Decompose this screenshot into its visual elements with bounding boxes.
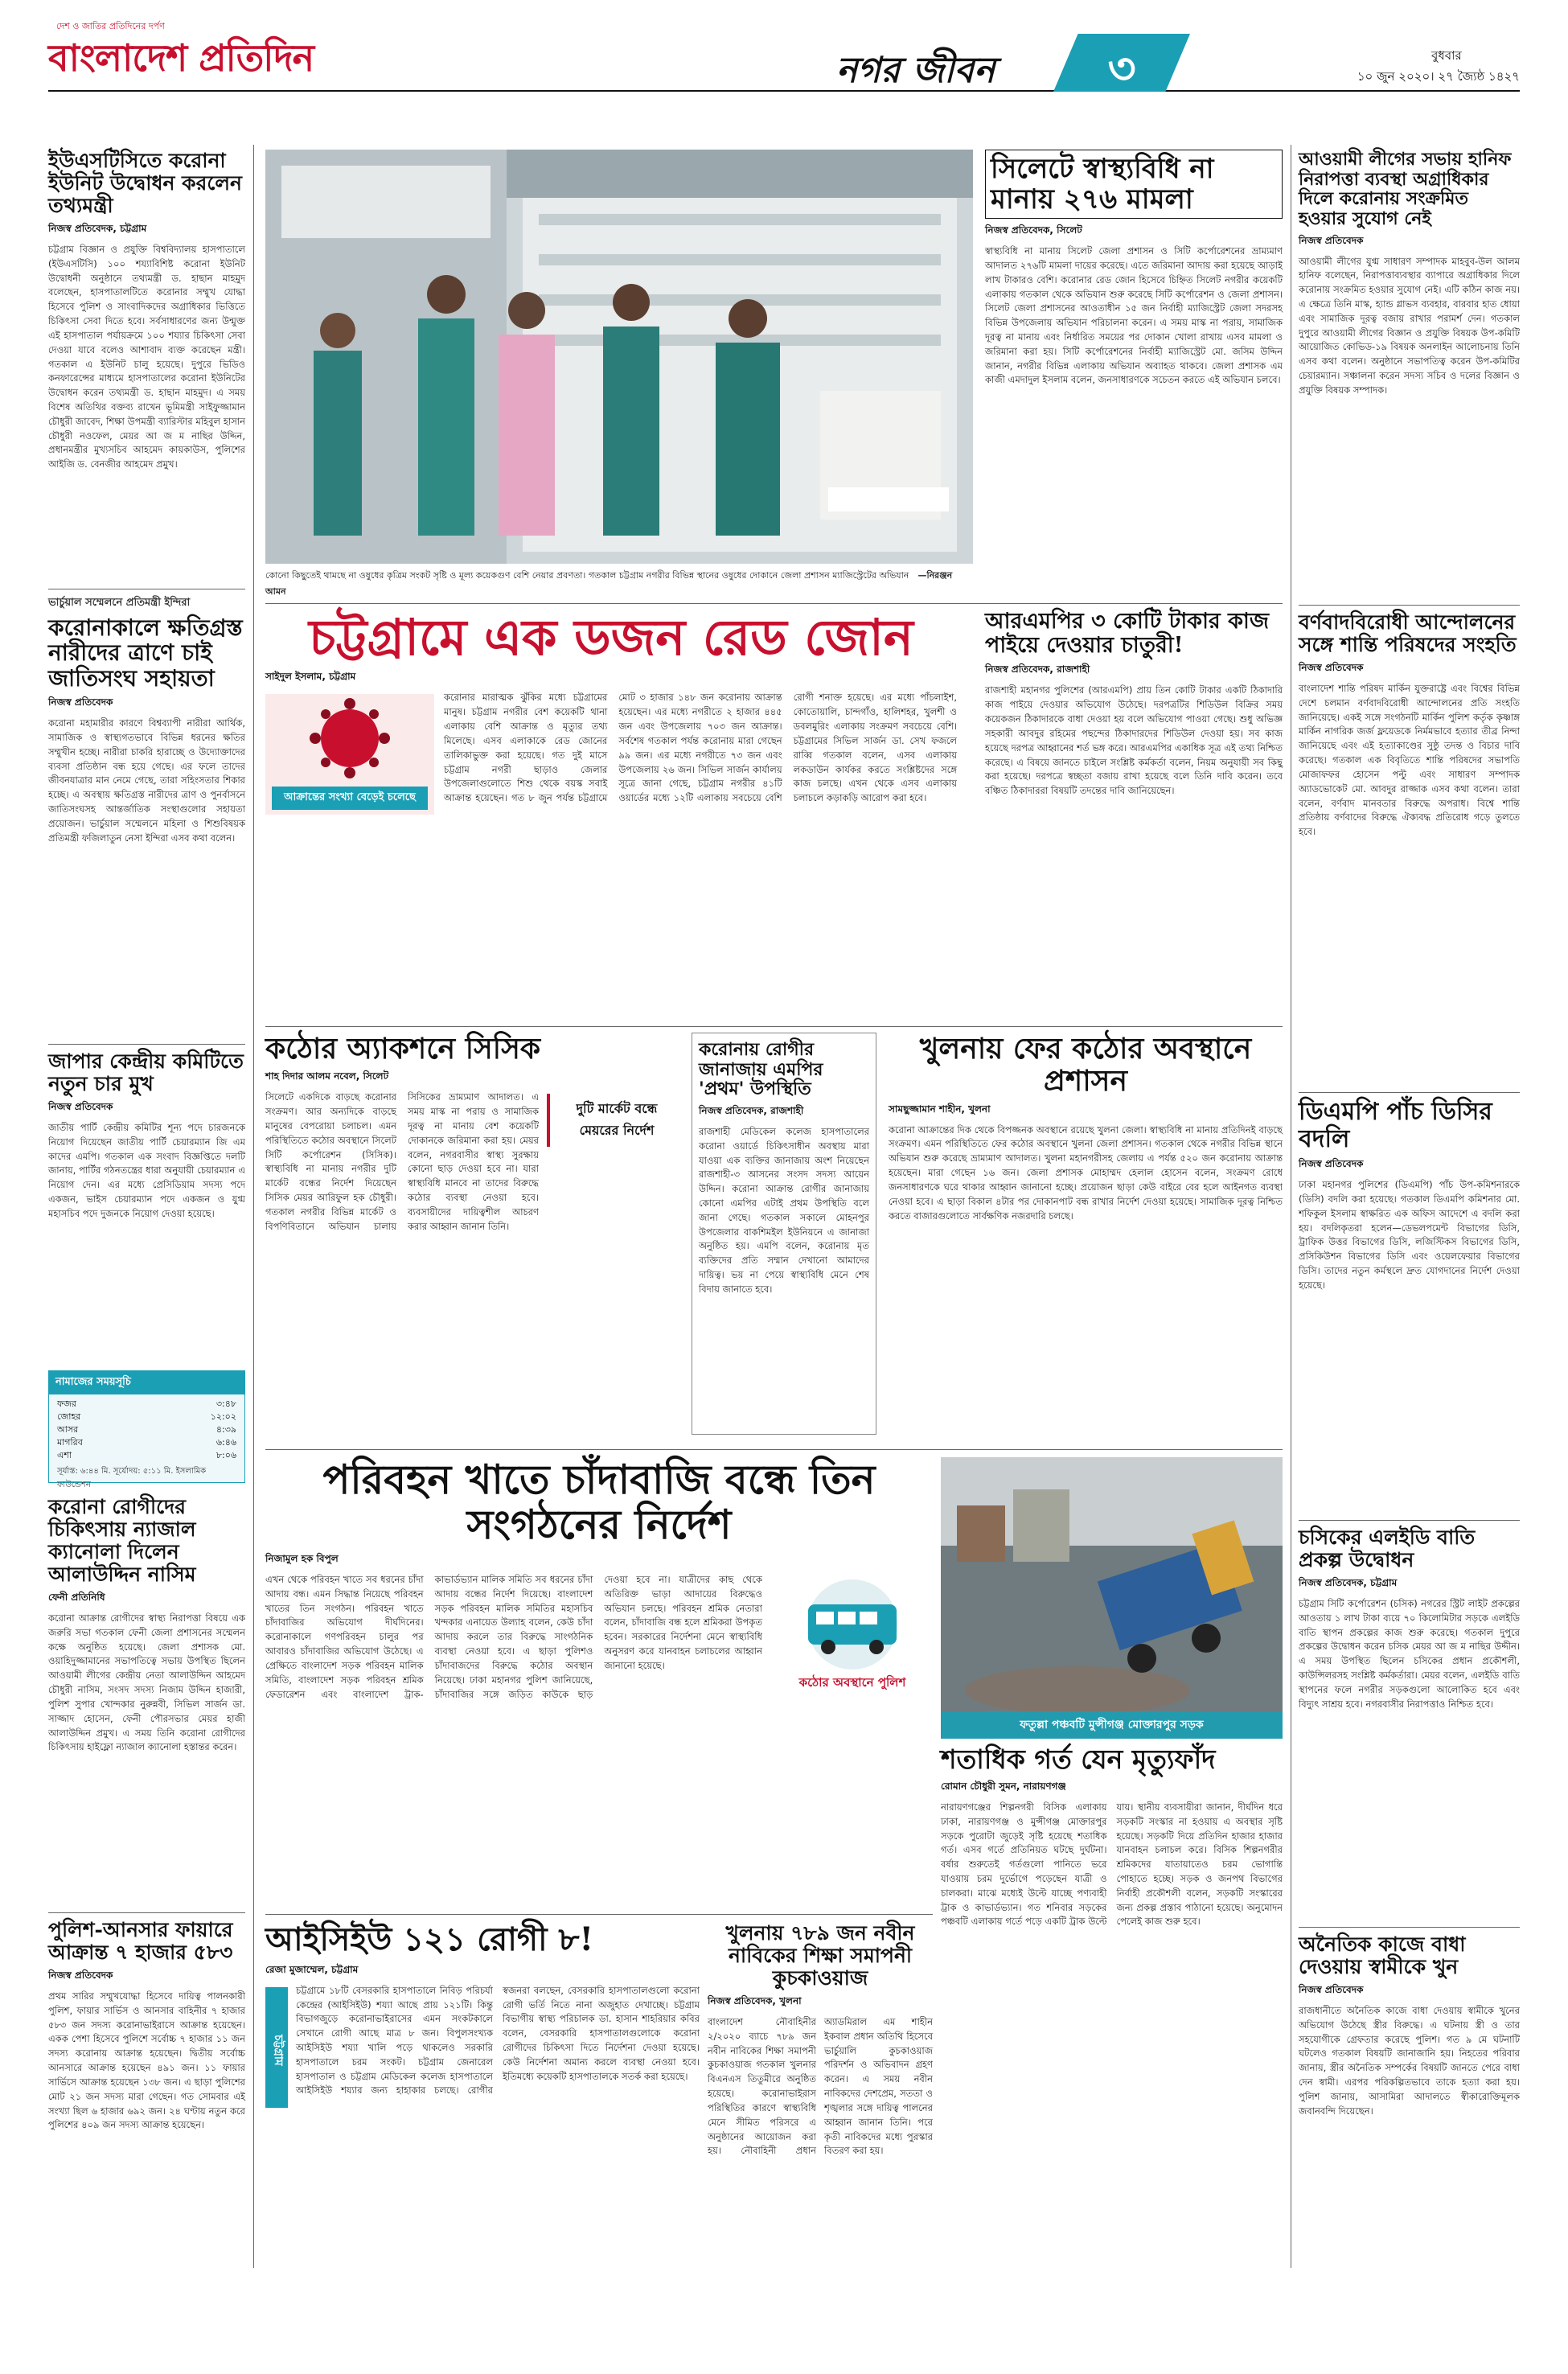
article-kicker: ভার্চুয়াল সম্মেলনে প্রতিমন্ত্রী ইন্দিরা <box>48 597 191 609</box>
article-gorto <box>941 1745 1283 2276</box>
masthead-day: বুধবার <box>1431 48 1462 63</box>
article-byline: ফেনী প্রতিনিধি <box>48 1592 105 1603</box>
article-body: স্বাস্থ্যবিধি না মানায় সিলেট জেলা প্রশাসন ও সিটি কর্পোরেশনের ভ্রাম্যমাণ আদালত ২৭৬টি মামলা দায়ের করেছে। এতে জরিমানা আদায় করা হয়েছে আড়াই লাখ টাকারও বেশি। করোনার রেড জোন হিসেবে চিহ্নিত সিলেট নগরীর কয়েকটি এলাকায় গতকাল থেকে অভিযান শুরু করেছে সিটি কর্পোরেশন ও জেলা প্রশাসন। সিলেট জেলা প্রশাসনের আওতাধীন ১৫ জন নির্বাহী ম্যাজিস্ট্রেট জেলা সদরসহ বিভিন্ন উপজেলায় অভিযান পরিচালনা করেন। এ সময় মাস্ক না পরায়, সামাজিক দূরত্ব না মানায় এবং নির্ধারিত সময়ের পর দোকান খোলা রাখায় এসব মামলা ও জরিমানা করা হয়। সিটি কর্পোরেশনের নির্বাহী ম্যাজিস্ট্রেট মো. জসিম উদ্দিন জানান, নগরীর বিভিন্ন এলাকায় অভিযান অব্যাহত থাকবে। জেলা প্রশাসক এম কাজী এমদাদুল ইসলাম বলেন, জনসাধারণকে সচেতন করতে এই অভিযান চলবে। <box>985 245 1283 386</box>
article-byline: নিজস্ব প্রতিবেদক, রাজশাহী <box>985 663 1090 676</box>
photo-caption <box>265 566 973 598</box>
article-body: রাজশাহী মহানগর পুলিশের (আরএমপি) প্রায় তিন কোটি টাকার একটি ঠিকাদারি কাজ পাইয়ে দেওয়ার অভিযোগ উঠেছে। দরপত্রটির শিডিউল বিক্রির সময় কয়েকজন ঠিকাদারকে বাধা দেওয়া হয় বলে অভিযোগ পাওয়া গেছে। শুধু অভিজ্ঞ সহকারী আবদুর রহিমের পছন্দের ঠিকাদারদের শিডিউল দেওয়া হয়। সব কাজ হয়েছে দরপত্র আহ্বানের শর্ত ভঙ্গ করে। আরএমপির একাধিক সূত্র এই তথ্য নিশ্চিত করেছে। এ বিষয়ে জানতে চাইলে সংশ্লিষ্ট কর্মকর্তা বলেন, নিয়ম অনুযায়ী সব কিছু করা হয়েছে। দরপত্রে স্বচ্ছতা বজায় রাখা হয়েছে বলে তিনি দাবি করেন। তবে বঞ্চিত ঠিকাদাররা বিষয়টি তদন্তের দাবি জানিয়েছেন। <box>985 684 1283 797</box>
prayer-times-box <box>48 1370 245 1489</box>
article-headline: আইসিইউ ১২১ রোগী ৮! <box>265 1920 593 1958</box>
city-tag: চট্টগ্রাম <box>265 1987 288 2108</box>
article-body: করোনা আক্রান্ত রোগীদের স্বাস্থ্য নিরাপত্তা বিষয়ে এক জরুরি সভা গতকাল ফেনী জেলা প্রশাসনের সম্মেলন কক্ষে অনুষ্ঠিত হয়েছে। জেলা প্রশাসক মো. ওয়াহিদুজ্জামানের সভাপতিত্বে সভায় উপস্থিত ছিলেন আওয়ামী লীগের কেন্দ্রীয় নেতা আলাউদ্দিন আহমেদ চৌধুরী নাসিম, সংসদ সদস্য নিজাম উদ্দিন হাজারী, পুলিশ সুপার খোন্দকার নুরুন্নবী, সিভিল সার্জন ডা. সাজ্জাদ হোসেন, ফেনী পৌরসভার মেয়র হাজী আলাউদ্দিন প্রমুখ। এ সময় তিনি করোনা রোগীদের চিকিৎসায় হাইফ্লো ন্যাজাল ক্যানোলা হস্তান্তর করেন। <box>48 1612 245 1753</box>
article-headline: পরিবহন খাতে চাঁদাবাজি বন্ধে তিন সংগঠনের নির্দেশ <box>322 1456 876 1548</box>
article-rab <box>985 610 1283 1020</box>
article-nasim <box>48 1496 245 1914</box>
column-rule-left <box>253 145 254 2268</box>
prayer-time-row <box>57 1423 236 1436</box>
prayer-time: ৪:৩৯ <box>215 1423 236 1435</box>
article-byline: নিজস্ব প্রতিবেদক <box>48 1969 113 1981</box>
article-headline: খুলনায় ৭৮৯ জন নবীন নাবিকের শিক্ষা সমাপনী কুচকাওয়াজ <box>725 1921 915 1990</box>
prayer-time: ৬:৪৬ <box>215 1436 236 1448</box>
prayer-name: এশা <box>57 1449 72 1460</box>
article-dmp <box>1299 1099 1520 1517</box>
divider <box>1299 605 1520 606</box>
virus-inset-label: আক্রান্তের সংখ্যা বেড়েই চলেছে <box>272 787 428 810</box>
article-byline: নিজস্ব প্রতিবেদক, খুলনা <box>708 1995 802 2006</box>
article-headline: জাপার কেন্দ্রীয় কমিটিতে নতুন চার মুখ <box>48 1049 244 1095</box>
article-byline: নিজস্ব প্রতিবেদক <box>48 696 113 709</box>
pharmacy-raid-photo <box>265 150 973 564</box>
article-headline: বর্ণবাদবিরোধী আন্দোলনের সঙ্গে শান্তি পরিষদের সংহতি <box>1299 610 1517 656</box>
newspaper-logo: বাংলাদেশ প্রতিদিন <box>48 36 314 80</box>
article-body: বাংলাদেশ শান্তি পরিষদ মার্কিন যুক্তরাষ্ট্রে এবং বিশ্বের বিভিন্ন দেশে চলমান বর্ণবাদবিরোধী আন্দোলনের প্রতি সংহতি জানিয়েছে। একই সঙ্গে সংগঠনটি মার্কিন পুলিশ কর্তৃক কৃষ্ণাঙ্গ মার্কিন নাগরিক জর্জ ফ্লয়েডকে নির্মমভাবে হত্যার তীব্র নিন্দা জানিয়েছে এবং এই হত্যাকাণ্ডের সুষ্ঠু তদন্ত ও বিচার দাবি করেছে। গতকাল এক বিবৃতিতে শান্তি পরিষদের সভাপতি মোজাফফর হোসেন পল্টু এবং সাধারণ সম্পাদক অ্যাডভোকেট মো. আবদুর রাজ্জাক এসব কথা বলেন। তারা বলেন, বর্ণবাদ মানবতার বিরুদ্ধে অপরাধ। বিশ্বে শান্তি প্রতিষ্ঠায় বর্ণবাদের বিরুদ্ধে ঐক্যবদ্ধ প্রতিরোধ গড়ে তুলতে হবে। <box>1299 683 1520 838</box>
article-body: করোনার মারাত্মক ঝুঁকির মধ্যে চট্টগ্রামের মানুষ। চট্টগ্রাম নগরীর বেশ কয়েকটি থানা এলাকায় বেশি আক্রান্ত ও মৃত্যুর তথ্য মিলেছে। এসব এলাকাকে রেড জোনের তালিকাভুক্ত করা হয়েছে। গত দুই মাসে চট্টগ্রাম নগরী ছাড়াও জেলার উপজেলাগুলোতে শিশু থেকে বয়স্ক সবাই আক্রান্ত হয়েছেন। গত ৮ জুন পর্যন্ত চট্টগ্রামে মোট ৩ হাজার ১৪৮ জন করোনায় আক্রান্ত হয়েছেন। এর মধ্যে নগরীতে ২ হাজার ৪৪৫ জন এবং উপজেলায় ৭০৩ জন আক্রান্ত। সর্বশেষ গতকাল পর্যন্ত করোনায় মারা গেছেন ৯৯ জন। এর মধ্যে নগরীতে ৭৩ জন এবং উপজেলায় ২৬ জন। সিভিল সার্জন কার্যালয় সূত্রে জানা গেছে, চট্টগ্রাম নগরীর ৪১টি ওয়ার্ডের মধ্যে ১২টি এলাকায় সবচেয়ে বেশি রোগী শনাক্ত হয়েছে। এর মধ্যে পাঁচলাইশ, কোতোয়ালি, চান্দগাঁও, হালিশহর, খুলশী ও ডবলমুরিং এলাকায় সংক্রমণ সবচেয়ে বেশি। চট্টগ্রামের সিভিল সার্জন ডা. সেখ ফজলে রাব্বি গতকাল বলেন, এসব এলাকায় লকডাউন কার্যকর করতে সংশ্লিষ্টদের সঙ্গে কাজ চলছে। এখন থেকে এসব এলাকায় চলাচলে কড়াকড়ি আরোপ করা হবে। <box>444 692 957 804</box>
article-body: করোনা আক্রান্তের দিক থেকে বিপজ্জনক অবস্থানে রয়েছে খুলনা জেলা। স্বাস্থ্যবিধি না মানায় প্রতিদিনই বাড়ছে সংক্রমণ। এমন পরিস্থিতিতে ফের কঠোর অবস্থানে খুলনা জেলা প্রশাসন। গতকাল থেকে নগরীর বিভিন্ন স্থানে অভিযান শুরু করেছে ভ্রাম্যমাণ আদালত। খুলনা মহানগরীসহ জেলায় এ পর্যন্ত ৫২০ জন করোনায় আক্রান্ত হয়েছেন। মারা গেছেন ১৬ জন। জেলা প্রশাসক মোহাম্মদ হেলাল হোসেন বলেন, সংক্রমণ রোধে জনসাধারণকে ঘরে থাকার আহ্বান জানানো হচ্ছে। প্রয়োজন ছাড়া কেউ বাইরে বের হলে আইনগত ব্যবস্থা নেওয়া হবে। এ ছাড়া বিকাল ৪টার পর দোকানপাট বন্ধ রাখার নির্দেশ দেওয়া হয়েছে। সামাজিক দূরত্ব নিশ্চিত করতে বাজারগুলোতে সার্বক্ষণিক নজরদারি চলছে। <box>889 1123 1283 1222</box>
article-police <box>48 1919 245 2273</box>
prayer-time-row <box>57 1411 236 1423</box>
article-body: জাতীয় পার্টি কেন্দ্রীয় কমিটির শূন্য পদে চারজনকে নিয়োগ দিয়েছেন জাতীয় পার্টি চেয়ারম্যান জি এম কাদের এমপি। গতকাল এক সংবাদ বিজ্ঞপ্তিতে দলটি জানায়, পার্টির গঠনতন্ত্রের ধারা অনুযায়ী চেয়ারম্যান এ নিয়োগ দেন। এর মধ্যে প্রেসিডিয়াম সদস্য পদে একজন, ভাইস চেয়ারম্যান পদে একজন ও যুগ্ম মহাসচিব পদে দুজনকে নিয়োগ দেওয়া হয়েছে। <box>48 1122 245 1219</box>
prayer-time-row <box>57 1398 236 1411</box>
article-body: প্রথম সারির সম্মুখযোদ্ধা হিসেবে দায়িত্ব পালনকারী পুলিশ, ফায়ার সার্ভিস ও আনসার বাহিনীর ৭ হাজার ৫৮৩ জন সদস্য করোনাভাইরাসে আক্রান্ত হয়েছেন। একক পেশা হিসেবে পুলিশে সর্বোচ্চ ৭ হাজার ১১ জন সদস্য করোনায় আক্রান্ত হয়েছেন। দ্বিতীয় সর্বোচ্চ আনসারে আক্রান্ত হয়েছেন ৪৯১ জন। ১১ ফায়ার সার্ভিসে আক্রান্ত হয়েছেন ১৩৮ জন। এ ছাড়া পুলিশের মোট ২১ জন সদস্য মারা গেছেন। গত সোমবার এই সংখ্যা ছিল ৬ হাজার ৬৯২ জন। ২৪ ঘণ্টায় নতুন করে পুলিশের ৪০৯ জন সদস্য আক্রান্ত হয়েছেন। <box>48 1990 245 2131</box>
article-headline: আরএমপির ৩ কোটি টাকার কাজ পাইয়ে দেওয়ার চাতুরী! <box>985 609 1270 659</box>
article-byline: নিজস্ব প্রতিবেদক <box>1299 1984 1364 1995</box>
article-byline: সামছুজ্জামান শাহীন, খুলনা <box>889 1103 991 1115</box>
article-awami <box>1299 150 1520 600</box>
masthead-rule <box>48 90 1520 92</box>
article-headline: শতাধিক গর্ত যেন মৃত্যুফাঁদ <box>941 1744 1216 1775</box>
article-headline: অনৈতিক কাজে বাধা দেওয়ায় স্বামীকে খুন <box>1299 1932 1466 1978</box>
prayer-time: ৩:৪৮ <box>215 1399 236 1409</box>
article-byline: নিজস্ব প্রতিবেদক <box>1299 1158 1364 1170</box>
prayer-time-row <box>57 1436 236 1449</box>
truck-photo-caption: ফতুল্লা পঞ্চবটি মুন্সীগঞ্জ মোক্তারপুর সড়ক <box>941 1711 1283 1739</box>
truck-accident-illustration <box>941 1457 1283 1739</box>
divider <box>265 1914 933 1915</box>
article-byline: নিজস্ব প্রতিবেদক, সিলেট <box>985 224 1082 236</box>
pharmacy-raid-illustration <box>265 150 973 564</box>
article-byline: রোমান চৌধুরী সুমন, নারায়ণগঞ্জ <box>941 1780 1066 1792</box>
bus-icon <box>772 1576 933 1673</box>
article-janaza <box>692 1033 876 1435</box>
article-byline: সাইদুল ইসলাম, চট্টগ্রাম <box>265 671 356 683</box>
article-headline: চসিকের এলইডি বাতি প্রকল্প উদ্বোধন <box>1299 1526 1476 1571</box>
article-headline: পুলিশ-আনসার ফায়ারে আক্রান্ত ৭ হাজার ৫৮৩ <box>48 1918 233 1964</box>
article-body: রাজশাহী মেডিকেল কলেজ হাসপাতালের করোনা ওয়ার্ডে চিকিৎসাধীন অবস্থায় মারা যাওয়া এক ব্যক্তির জানাজায় অংশ নিয়েছেন রাজশাহী-৩ আসনের সংসদ সদস্য আয়েন উদ্দিন। করোনা আক্রান্ত রোগীর জানাজায় কোনো এমপির এটাই প্রথম উপস্থিতি বলে জানা গেছে। গতকাল সকালে মোহনপুর উপজেলার বাকশিমইল ইউনিয়নে এ জানাজা অনুষ্ঠিত হয়। এমপি বলেন, করোনায় মৃত ব্যক্তিদের প্রতি সম্মান দেখানো আমাদের দায়িত্ব। ভয় না পেয়ে স্বাস্থ্যবিধি মেনে শেষ বিদায় জানাতে হবে। <box>699 1125 869 1295</box>
prayer-name: আসর <box>57 1423 79 1435</box>
divider <box>265 1026 1283 1027</box>
article-body: এখন থেকে পরিবহন খাতে সব ধরনের চাঁদা আদায় বন্ধ। এমন সিদ্ধান্ত নিয়েছে পরিবহন খাতের তিন সংগঠন। পরিবহন খাতে চাঁদাবাজির অভিযোগ দীর্ঘদিনের। করোনাকালে গণপরিবহন চালুর পর আবারও চাঁদাবাজির অভিযোগ উঠেছে। এ প্রেক্ষিতে বাংলাদেশ সড়ক পরিবহন মালিক সমিতি, বাংলাদেশ সড়ক পরিবহন শ্রমিক ফেডারেশন এবং বাংলাদেশ ট্রাক-কাভার্ডভ্যান মালিক সমিতি সব ধরনের চাঁদা আদায় বন্ধের নির্দেশ দিয়েছে। বাংলাদেশ সড়ক পরিবহন মালিক সমিতির মহাসচিব খন্দকার এনায়েত উল্যাহ বলেন, কেউ চাঁদা আদায় করলে তার বিরুদ্ধে সাংগঠনিক ব্যবস্থা নেওয়া হবে। এ ছাড়া পুলিশও চাঁদাবাজদের বিরুদ্ধে কঠোর অবস্থান নিয়েছে। ঢাকা মহানগর পুলিশ জানিয়েছে, চাঁদাবাজির সঙ্গে জড়িত কাউকে ছাড় দেওয়া হবে না। যাত্রীদের কাছ থেকে অতিরিক্ত ভাড়া আদায়ের বিরুদ্ধেও অভিযান চলছে। পরিবহন শ্রমিক নেতারা বলেন, চাঁদাবাজি বন্ধ হলে শ্রমিকরা উপকৃত হবেন। সরকারের নির্দেশনা মেনে স্বাস্থ্যবিধি অনুসরণ করে যানবাহন চলাচলের আহ্বান জানানো হয়েছে। <box>265 1574 762 1700</box>
virus-inset <box>265 694 434 815</box>
divider <box>48 1044 245 1045</box>
article-icu <box>265 1922 700 2276</box>
article-redzone <box>265 610 957 1020</box>
article-byline: শাহ দিদার আলম নবেল, সিলেট <box>265 1070 389 1082</box>
article-body: আওয়ামী লীগের যুগ্ম সাধারণ সম্পাদক মাহবুব-উল আলম হানিফ বলেছেন, নিরাপত্তাব্যবস্থার ব্যাপারে অগ্রাধিকার দিলে করোনায় সংক্রমিত হওয়ার সুযোগ নেই। এটি কঠিন কাজ নয়। এ ক্ষেত্রে তিনি মাস্ক, হ্যান্ড গ্লাভস ব্যবহার, বারবার হাত ধোয়া এবং সামাজিক দূরত্ব বজায় রাখার পরামর্শ দেন। গতকাল দুপুরে আওয়ামী লীগের বিজ্ঞান ও প্রযুক্তি বিষয়ক উপ-কমিটি আয়োজিত কোভিড-১৯ বিষয়ক অনলাইন আলোচনায় তিনি এসব কথা বলেন। অনুষ্ঠানে সভাপতিত্ব করেন উপ-কমিটির চেয়ারম্যান। সঞ্চালনা করেন সদস্য সচিব ও দলের বিজ্ঞান ও প্রযুক্তি বিষয়ক সম্পাদক। <box>1299 255 1520 396</box>
article-byline: নিজামুল হক বিপুল <box>265 1553 339 1564</box>
sisik-inset: দুটি মার্কেট বন্ধে মেয়রের নির্দেশ <box>547 1094 683 1147</box>
article-headline: ইউএসটিসিতে করোনা ইউনিট উদ্বোধন করলেন তথ্যমন্ত্রী <box>48 149 242 217</box>
prayer-name: ফজর <box>57 1399 76 1409</box>
article-byline: রেজা মুজাম্মেল, চট্টগ্রাম <box>265 1963 359 1975</box>
article-body: চট্টগ্রাম বিজ্ঞান ও প্রযুক্তি বিশ্ববিদ্যালয় হাসপাতালে (ইউএসটিসি) ১০০ শয্যাবিশিষ্ট করোনা ইউনিট উদ্বোধনী অনুষ্ঠানে তথ্যমন্ত্রী ড. হাছান মাহমুদ বলেছেন, হাসপাতালটিতে করোনার সম্মুখ যোদ্ধা হিসেবে পুলিশ ও সাংবাদিকদের অগ্রাধিকার ভিত্তিতে চিকিৎসা সেবা দিতে হবে। সর্বসাধারণের জন্য উন্মুক্ত এই হাসপাতাল পর্যায়ক্রমে ১০০ শয্যার চিকিৎসা সেবা দেওয়া যাবে বলেও আশাবাদ ব্যক্ত করেছেন মন্ত্রী। গতকাল এ ইউনিট চালু হয়েছে। দুপুরে ভিডিও কনফারেন্সের মাধ্যমে হাসপাতালের করোনা ইউনিটের উদ্বোধন করেন তথ্যমন্ত্রী ড. হাছান মাহমুদ। এ সময় বিশেষ অতিথির বক্তব্য রাখেন ভূমিমন্ত্রী সাইফুজ্জামান চৌধুরী জাবেদ, শিক্ষা উপমন্ত্রী ব্যারিস্টার মহিবুল হাসান চৌধুরী নওফেল, মেয়র আ জ ম নাছির উদ্দিন, প্রধানমন্ত্রীর মুখ্যসচিব আহমেদ কায়কাউস, পুলিশের আইজি ড. বেনজীর আহমেদ প্রমুখ। <box>48 244 245 470</box>
prayer-times-list <box>49 1394 244 1465</box>
article-byline: নিজস্ব প্রতিবেদক, চট্টগ্রাম <box>48 223 147 234</box>
article-headline: চট্টগ্রামে এক ডজন রেড জোন <box>309 608 913 667</box>
divider <box>265 1449 1283 1450</box>
article-byline: নিজস্ব প্রতিবেদক <box>48 1101 113 1112</box>
prayer-time: ১২:০২ <box>210 1411 236 1422</box>
prayer-name: জোহর <box>57 1411 81 1422</box>
article-byline: নিজস্ব প্রতিবেদক, চট্টগ্রাম <box>1299 1577 1398 1588</box>
article-body: করোনা মহামারীর কারণে বিশ্বব্যাপী নারীরা আর্থিক, সামাজিক ও স্বাস্থ্যগতভাবে বিভিন্ন ধরনের ক্ষতির সম্মুখীন হচ্ছে। নারীরা চাকরি হারাচ্ছে ও উদ্যোক্তাদের ব্যবসা প্রতিষ্ঠান বন্ধ হয়ে গেছে। এর ফলে তাদের জীবনযাত্রার মান নেমে গেছে, তারা সহিংসতার শিকার হচ্ছে। এ অবস্থায় ক্ষতিগ্রস্ত নারীদের ত্রাণ ও পুনর্বাসনে জাতিসংঘসহ আন্তর্জাতিক সংস্থাগুলোর সহায়তা প্রয়োজন। ভার্চুয়াল সম্মেলনে মহিলা ও শিশুবিষয়ক প্রতিমন্ত্রী ফজিলাতুন নেসা ইন্দিরা এসব কথা বলেন। <box>48 717 245 844</box>
article-kukoa <box>708 1922 933 2276</box>
page-number: ৩ <box>1107 43 1136 94</box>
prayer-name: মাগরিব <box>57 1436 83 1448</box>
photo-credit: —নিরঞ্জন আমন <box>265 570 953 597</box>
divider <box>1299 1927 1520 1928</box>
divider <box>265 603 1283 604</box>
article-byline: নিজস্ব প্রতিবেদক <box>1299 234 1364 246</box>
chanda-inset <box>772 1576 933 1697</box>
article-body: রাজধানীতে অনৈতিক কাজে বাধা দেওয়ায় স্বামীকে খুনের অভিযোগ উঠেছে স্ত্রীর বিরুদ্ধে। এ ঘটনায় স্ত্রী ও তার সহযোগীকে গ্রেফতার করেছে পুলিশ। গত ৯ মে ঘটনাটি ঘটলেও গতকাল বিষয়টি জানাজানি হয়। নিহতের পরিবার জানায়, স্ত্রীর অনৈতিক সম্পর্কের বিষয়টি জানতে পেরে বাধা দেন স্বামী। এরপর পরিকল্পিতভাবে তাকে হত্যা করা হয়। পুলিশ জানায়, আসামিরা আদালতে স্বীকারোক্তিমূলক জবানবন্দি দিয়েছেন। <box>1299 2005 1520 2117</box>
article-headline: কঠোর অ্যাকশনে সিসিক <box>265 1032 541 1066</box>
masthead-tagline: দেশ ও জাতির প্রতিদিনের দর্পণ <box>56 21 165 31</box>
article-murder <box>1299 1933 1520 2271</box>
truck-accident-photo <box>941 1457 1283 1739</box>
article-body: চট্টগ্রামে ১৮টি বেসরকারি হাসপাতালে নিবিড় পরিচর্যা কেন্দ্রের (আইসিইউ) শয্যা আছে প্রায় ১২১টি। কিন্তু বিভাগজুড়ে করোনাভাইরাসের এমন সংকটকালে সেখানে রোগী আছে মাত্র ৮ জন। বিপুলসংখ্যক আইসিইউ শয্যা খালি পড়ে থাকলেও সরকারি হাসপাতালে চরম সংকট। চট্টগ্রাম জেনারেল হাসপাতাল ও চট্টগ্রাম মেডিকেল কলেজ হাসপাতালে আইসিইউ শয্যার জন্য হাহাকার চলছে। রোগীর স্বজনরা বলছেন, বেসরকারি হাসপাতালগুলো করোনা রোগী ভর্তি নিতে নানা অজুহাত দেখাচ্ছে। চট্টগ্রাম বিভাগীয় স্বাস্থ্য পরিচালক ডা. হাসান শাহরিয়ার কবির বলেন, বেসরকারি হাসপাতালগুলোকে করোনা রোগীদের চিকিৎসা দিতে নির্দেশনা দেওয়া হয়েছে। কেউ নির্দেশনা অমান্য করলে ব্যবস্থা নেওয়া হবে। ইতিমধ্যে কয়েকটি হাসপাতালকে সতর্ক করা হয়েছে। <box>296 1984 700 2097</box>
article-headline: করোনায় রোগীর জানাজায় এমপির 'প্রথম' উপস্থিতি <box>699 1039 823 1100</box>
article-body: সিলেটে একদিকে বাড়ছে করোনার সংক্রমণ। আর অন্যদিকে বাড়ছে মানুষের বেপরোয়া চলাচল। এমন পরিস্থিতিতে কঠোর অবস্থানে সিলেট সিটি কর্পোরেশন (সিসিক)। স্বাস্থ্যবিধি না মানায় নগরীর দুটি মার্কেট বন্ধের নির্দেশ দিয়েছেন সিসিক মেয়র আরিফুল হক চৌধুরী। গতকাল নগরীর বিভিন্ন মার্কেট ও বিপণিবিতানে অভিযান চালায় সিসিকের ভ্রাম্যমাণ আদালত। এ সময় মাস্ক না পরায় ও সামাজিক দূরত্ব না মানায় বেশ কয়েকটি দোকানকে জরিমানা করা হয়। মেয়র বলেন, নগরবাসীর স্বাস্থ্য সুরক্ষায় কোনো ছাড় দেওয়া হবে না। যারা স্বাস্থ্যবিধি মানবে না তাদের বিরুদ্ধে কঠোর ব্যবস্থা নেওয়া হবে। ব্যবসায়ীদের দায়িত্বশীল আচরণ করার আহ্বান জানান তিনি। <box>265 1091 539 1232</box>
article-unwomen <box>48 595 245 1045</box>
article-cck <box>1299 1526 1520 1928</box>
virus-icon <box>265 694 434 782</box>
article-sylhet <box>985 150 1283 600</box>
article-headline: সিলেটে স্বাস্থ্যবিধি না মানায় ২৭৬ মামলা <box>985 150 1283 219</box>
article-headline: আওয়ামী লীগের সভায় হানিফ নিরাপত্তা ব্যবস্থা অগ্রাধিকার দিলে করোনায় সংক্রমিত হওয়ার সুযোগ নেই <box>1299 149 1512 229</box>
divider <box>1299 1092 1520 1093</box>
photo-caption-text: কোনো কিছুতেই থামছে না ওষুধের কৃত্রিম সংকট সৃষ্টি ও মূল্য কয়েকগুণ বেশি নেয়ার প্রবণতা। গতকাল চট্টগ্রাম নগরীর বিভিন্ন স্থানের ওষুধের দোকানে জেলা প্রশাসন ম্যাজিস্ট্রেটের অভিযান <box>265 570 909 581</box>
article-uste <box>48 150 245 584</box>
article-headline: করোনাকালে ক্ষতিগ্রস্ত নারীদের ত্রাণে চাই জাতিসংঘ সহায়তা <box>48 614 243 692</box>
divider <box>48 1912 245 1913</box>
article-byline: নিজস্ব প্রতিবেদক <box>1299 662 1364 673</box>
masthead-date: ১০ জুন ২০২০। ২৭ জ্যৈষ্ঠ ১৪২৭ <box>1357 69 1520 84</box>
article-headline: করোনা রোগীদের চিকিৎসায় ন্যাজাল ক্যানোলা দিলেন আলাউদ্দিন নাসিম <box>48 1495 196 1586</box>
article-khulna <box>889 1033 1283 1443</box>
prayer-time: ৮:০৬ <box>215 1449 236 1460</box>
masthead <box>0 0 1568 145</box>
divider <box>1299 1520 1520 1521</box>
article-body: নারায়ণগঞ্জের শিল্পনগরী বিসিক এলাকায় ঢাকা, নারায়ণগঞ্জ ও মুন্সীগঞ্জ মোক্তারপুর সড়কে পুরোটা জুড়েই সৃষ্টি হয়েছে শতাধিক গর্ত। এসব গর্তে প্রতিনিয়ত ঘটছে দুর্ঘটনা। বর্ষার শুরুতেই গর্তগুলো পানিতে ভরে যাওয়ায় চরম দুর্ভোগে পড়েছেন যাত্রী ও চালকরা। মাঝে মধ্যেই উল্টে যাচ্ছে পণ্যবাহী ট্রাক ও কাভার্ডভ্যান। গত শনিবার সড়কের পঞ্চবটি এলাকায় গর্তে পড়ে একটি ট্রাক উল্টে যায়। স্থানীয় ব্যবসায়ীরা জানান, দীর্ঘদিন ধরে সড়কটি সংস্কার না হওয়ায় এ অবস্থার সৃষ্টি হয়েছে। সড়কটি দিয়ে প্রতিদিন হাজার হাজার যানবাহন চলাচল করে। বিসিক শিল্পনগরীর শ্রমিকদের যাতায়াতেও চরম ভোগান্তি পোহাতে হচ্ছে। সড়ক ও জনপথ বিভাগের নির্বাহী প্রকৌশলী বলেন, সড়কটি সংস্কারের জন্য প্রকল্প প্রস্তাব পাঠানো হয়েছে। অনুমোদন পেলেই কাজ শুরু হবে। <box>941 1801 1283 1928</box>
article-santi <box>1299 611 1520 1094</box>
article-chanda <box>265 1457 933 1908</box>
article-headline: খুলনায় ফের কঠোর অবস্থানে প্রশাসন <box>919 1032 1252 1099</box>
article-byline: নিজস্ব প্রতিবেদক, রাজশাহী <box>699 1104 804 1116</box>
prayer-times-note: সূর্যাস্ত: ৬:৪৪ মি. সূর্যোদয়: ৫:১১ মি. ইসলামিক ফাউন্ডেশন <box>57 1466 207 1489</box>
section-name: নগর জীবন <box>836 50 995 91</box>
article-sisik <box>265 1033 683 1322</box>
article-body: চট্টগ্রাম সিটি কর্পোরেশন (চসিক) নগরের স্ট্রিট লাইট প্রকল্পের আওতায় ১ লাখ টাকা ব্যয়ে ৭০ কিলোমিটার সড়কে এলইডি বাতি স্থাপন প্রকল্পের কাজ শুরু করেছে। গতকাল দুপুরে প্রকল্পের উদ্বোধন করেন চসিক মেয়র আ জ ম নাছির উদ্দীন। এ সময় উপস্থিত ছিলেন চসিকের প্রধান প্রকৌশলী, কাউন্সিলরসহ সংশ্লিষ্ট কর্মকর্তারা। মেয়র বলেন, এলইডি বাতি স্থাপনের ফলে নগরীর সড়কগুলো আলোকিত হবে এবং বিদ্যুৎ সাশ্রয় হবে। নগরবাসীর নিরাপত্তাও নিশ্চিত হবে। <box>1299 1598 1520 1710</box>
article-body: ঢাকা মহানগর পুলিশের (ডিএমপি) পাঁচ উপ-কমিশনারকে (ডিসি) বদলি করা হয়েছে। গতকাল ডিএমপি কমিশনার মো. শফিকুল ইসলাম স্বাক্ষরিত এক অফিস আদেশে এ বদলি করা হয়। বদলিকৃতরা হলেন—ডেভলপমেন্ট বিভাগের ডিসি, ট্রাফিক উত্তর বিভাগের ডিসি, লজিস্টিকস বিভাগের ডিসি, প্রসিকিউশন বিভাগের ডিসি এবং ওয়েলফেয়ার বিভাগের ডিসি। তাদের নতুন কর্মস্থলে দ্রুত যোগদানের নির্দেশ দেওয়া হয়েছে। <box>1299 1179 1520 1291</box>
prayer-time-row <box>57 1449 236 1462</box>
article-jatiyo <box>48 1050 245 1364</box>
article-body: বাংলাদেশ নৌবাহিনীর ২/২০২০ ব্যাচে ৭৮৯ জন নবীন নাবিকের শিক্ষা সমাপনী কুচকাওয়াজ গতকাল খুলনার বিএনএস তিতুমীরে অনুষ্ঠিত হয়েছে। করোনাভাইরাস পরিস্থিতির কারণে স্বাস্থ্যবিধি মেনে সীমিত পরিসরে এ অনুষ্ঠানের আয়োজন করা হয়। নৌবাহিনী প্রধান অ্যাডমিরাল এম শাহীন ইকবাল প্রধান অতিথি হিসেবে ভার্চুয়ালি কুচকাওয়াজ পরিদর্শন ও অভিবাদন গ্রহণ করেন। এ সময় নবীন নাবিকদের দেশপ্রেম, সততা ও শৃঙ্খলার সঙ্গে দায়িত্ব পালনের আহ্বান জানান তিনি। পরে কৃতী নাবিকদের মধ্যে পুরস্কার বিতরণ করা হয়। <box>708 2016 933 2157</box>
article-headline: ডিএমপি পাঁচ ডিসির বদলি <box>1299 1098 1492 1153</box>
prayer-times-title: নামাজের সময়সূচি <box>49 1371 244 1394</box>
chanda-inset-label: কঠোর অবস্থানে পুলিশ <box>798 1675 906 1690</box>
